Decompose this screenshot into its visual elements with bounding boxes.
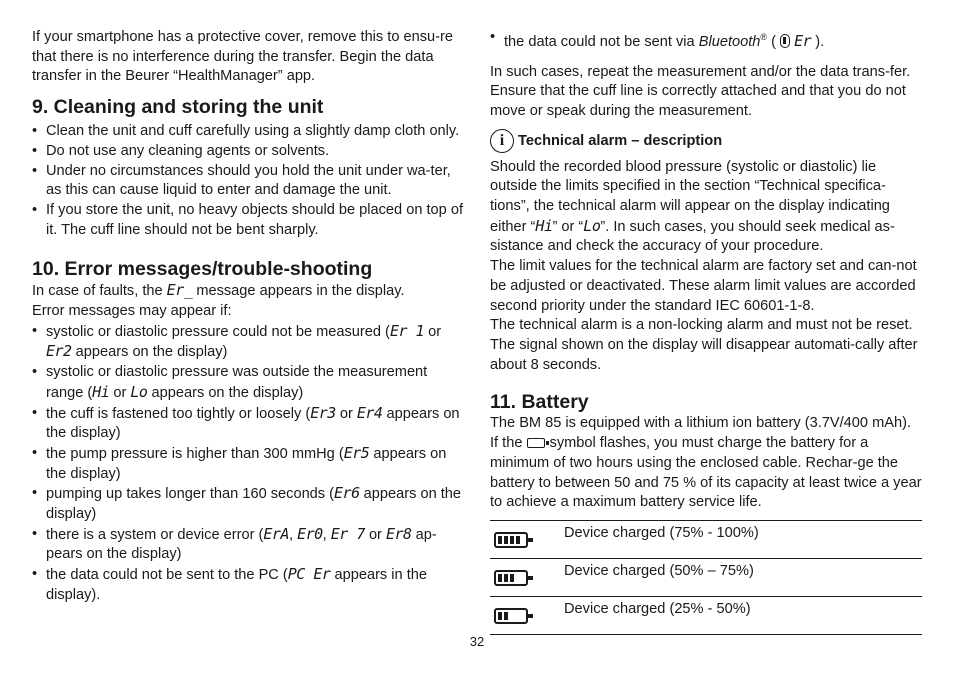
- battery-paragraph: [490, 414, 922, 513]
- text: systolic or diastolic pressure could not be measured (: [46, 323, 390, 340]
- battery-half-icon: [494, 608, 528, 624]
- cleaning-list: [32, 122, 464, 240]
- battery-level-label: Device charged (25% - 50%): [564, 596, 922, 634]
- text: ” or “: [552, 218, 584, 235]
- battery-three-quarter-icon: [494, 570, 528, 586]
- text: or: [109, 384, 131, 401]
- error-list: [32, 322, 464, 606]
- text: Should the recorded blood pressure (systolic or diastolic) lie outside the limits specified in the section “Technical specifica-tions”, the technical alarm will appear on the display indicating either “: [490, 158, 890, 235]
- text: the data could not be sent via: [504, 33, 699, 50]
- info-icon: i: [490, 129, 514, 153]
- right-column: [490, 28, 922, 635]
- tech-alarm-paragraph-3: The technical alarm is a non-locking alarm and must not be reset. The signal shown on the display will disappear automati-cally after about 8 seconds.: [490, 317, 918, 373]
- registered-mark: ®: [760, 32, 768, 42]
- text: ,: [288, 526, 298, 543]
- text: ).: [811, 33, 825, 50]
- list-item: [32, 404, 464, 444]
- error-intro-2: Error messages may appear if:: [32, 303, 232, 320]
- lcd-code: Er_: [166, 281, 193, 300]
- list-item: • Clean the unit and cuff carefully using a slightly damp cloth only.: [32, 122, 464, 142]
- list-item: [32, 565, 464, 605]
- text: the data could not be sent to the PC (: [46, 567, 288, 584]
- spacer: [490, 53, 922, 63]
- battery-level-table: [490, 520, 922, 635]
- list-item: [32, 484, 464, 524]
- list-item: [32, 444, 464, 484]
- table-row: [490, 558, 922, 596]
- text: message appears in the display.: [192, 283, 405, 300]
- lcd-code: Er4: [356, 403, 383, 422]
- error-intro: [32, 281, 464, 302]
- battery-level-label: Device charged (50% – 75%): [564, 558, 922, 596]
- lcd-code: Er6: [334, 484, 360, 503]
- text: symbol flashes, you must charge the battery for a minimum of two hours using the enclosed cable. Rechar-ge the battery to between 50 and 75 % of its capacity at least twice a year to achieve a maximum battery service life.: [490, 435, 922, 511]
- lcd-code: Er: [794, 31, 812, 50]
- text: appears on the display): [46, 405, 460, 442]
- tech-alarm-paragraph-1: [490, 158, 922, 258]
- text: In case of faults, the: [32, 283, 167, 300]
- list-item: • If you store the unit, no heavy objects should be placed on top of it. The cuff line should not be bent sharply.: [32, 201, 464, 240]
- text: or: [364, 526, 386, 543]
- text: appears on the display): [46, 445, 447, 482]
- text: or: [424, 323, 442, 340]
- section-9-heading: 9. Cleaning and storing the unit: [32, 96, 324, 119]
- text: ”. In such cases, you should seek medical as-sistance and check the accuracy of your procedure.: [490, 218, 895, 255]
- lcd-code: Er3: [310, 403, 336, 422]
- text: (: [767, 33, 781, 50]
- bluetooth-word: Bluetooth: [698, 33, 761, 50]
- battery-full-icon: [494, 532, 528, 548]
- text: appears in the display).: [46, 567, 427, 603]
- text: ,: [322, 526, 331, 543]
- list-item: • Under no circumstances should you hold the unit under wa-ter, as this can cause liquid to enter and damage the unit.: [32, 162, 464, 201]
- lcd-code: PC Er: [287, 565, 331, 584]
- technical-alarm-header: [490, 129, 922, 153]
- intro-paragraph: If your smartphone has a protective cover, remove this to ensu-re that there is no interference during the transfer. Begin the data transfer in the Beurer “HealthManager” app.: [32, 29, 453, 85]
- text: the pump pressure is higher than 300 mmHg (: [46, 445, 344, 462]
- battery-level-label: Device charged (75% - 100%): [564, 520, 922, 558]
- lcd-code: Er 7: [330, 524, 365, 543]
- repeat-paragraph: In such cases, repeat the measurement and/or the data trans-fer. Ensure that the cuff line is correctly attached and that you do not move or speak during the measurement.: [490, 63, 911, 119]
- list-item: [32, 525, 464, 565]
- page-number: 32: [469, 634, 485, 649]
- section-11-heading: 11. Battery: [490, 391, 589, 414]
- lcd-code: Hi: [92, 382, 110, 401]
- lcd-code: Er 1: [389, 321, 425, 340]
- text: The BM 85 is equipped with a lithium ion battery (3.7V/400 mAh). If the: [490, 415, 912, 452]
- lcd-code: Er0: [297, 524, 323, 543]
- text: or: [335, 405, 357, 422]
- bluetooth-icon: [780, 34, 790, 48]
- list-item: • Do not use any cleaning agents or solvents.: [32, 142, 464, 162]
- text: the cuff is fastened too tightly or loosely (: [46, 405, 311, 422]
- left-column: [32, 28, 464, 606]
- lcd-code: ErA: [263, 524, 289, 543]
- battery-icon-cell: [490, 558, 564, 596]
- table-row: [490, 596, 922, 634]
- lcd-code: Er5: [343, 443, 370, 462]
- section-10-heading: 10. Error messages/trouble-shooting: [32, 258, 373, 281]
- lcd-code: Lo: [583, 216, 601, 235]
- lcd-code: Hi: [535, 216, 553, 235]
- text: pumping up takes longer than 160 seconds (: [46, 486, 335, 503]
- list-item: [32, 363, 464, 403]
- text: appears on the display): [71, 344, 228, 361]
- list-item: [32, 322, 464, 363]
- lcd-code: Er8: [385, 524, 412, 543]
- tech-alarm-paragraph-2: The limit values for the technical alarm are factory set and can-not be adjusted or deactivated. These alarm limit values are accorded second priority under the standard IEC 60601-1-8.: [490, 258, 917, 314]
- table-row: [490, 520, 922, 558]
- text: systolic or diastolic pressure was outside the measurement range (: [46, 364, 428, 401]
- battery-icon-cell: [490, 596, 564, 634]
- text: appears on the display): [147, 384, 304, 401]
- lcd-code: Er2: [46, 342, 72, 361]
- list-item: [490, 28, 922, 53]
- text: there is a system or device error (: [46, 526, 264, 543]
- battery-icon-cell: [490, 520, 564, 558]
- bluetooth-list: [490, 28, 922, 53]
- lcd-code: Lo: [130, 382, 148, 401]
- text: ap-pears on the display): [46, 526, 437, 563]
- technical-alarm-title: Technical alarm – description: [518, 132, 723, 149]
- battery-icon: [527, 438, 545, 448]
- text: appears on the display): [46, 486, 462, 523]
